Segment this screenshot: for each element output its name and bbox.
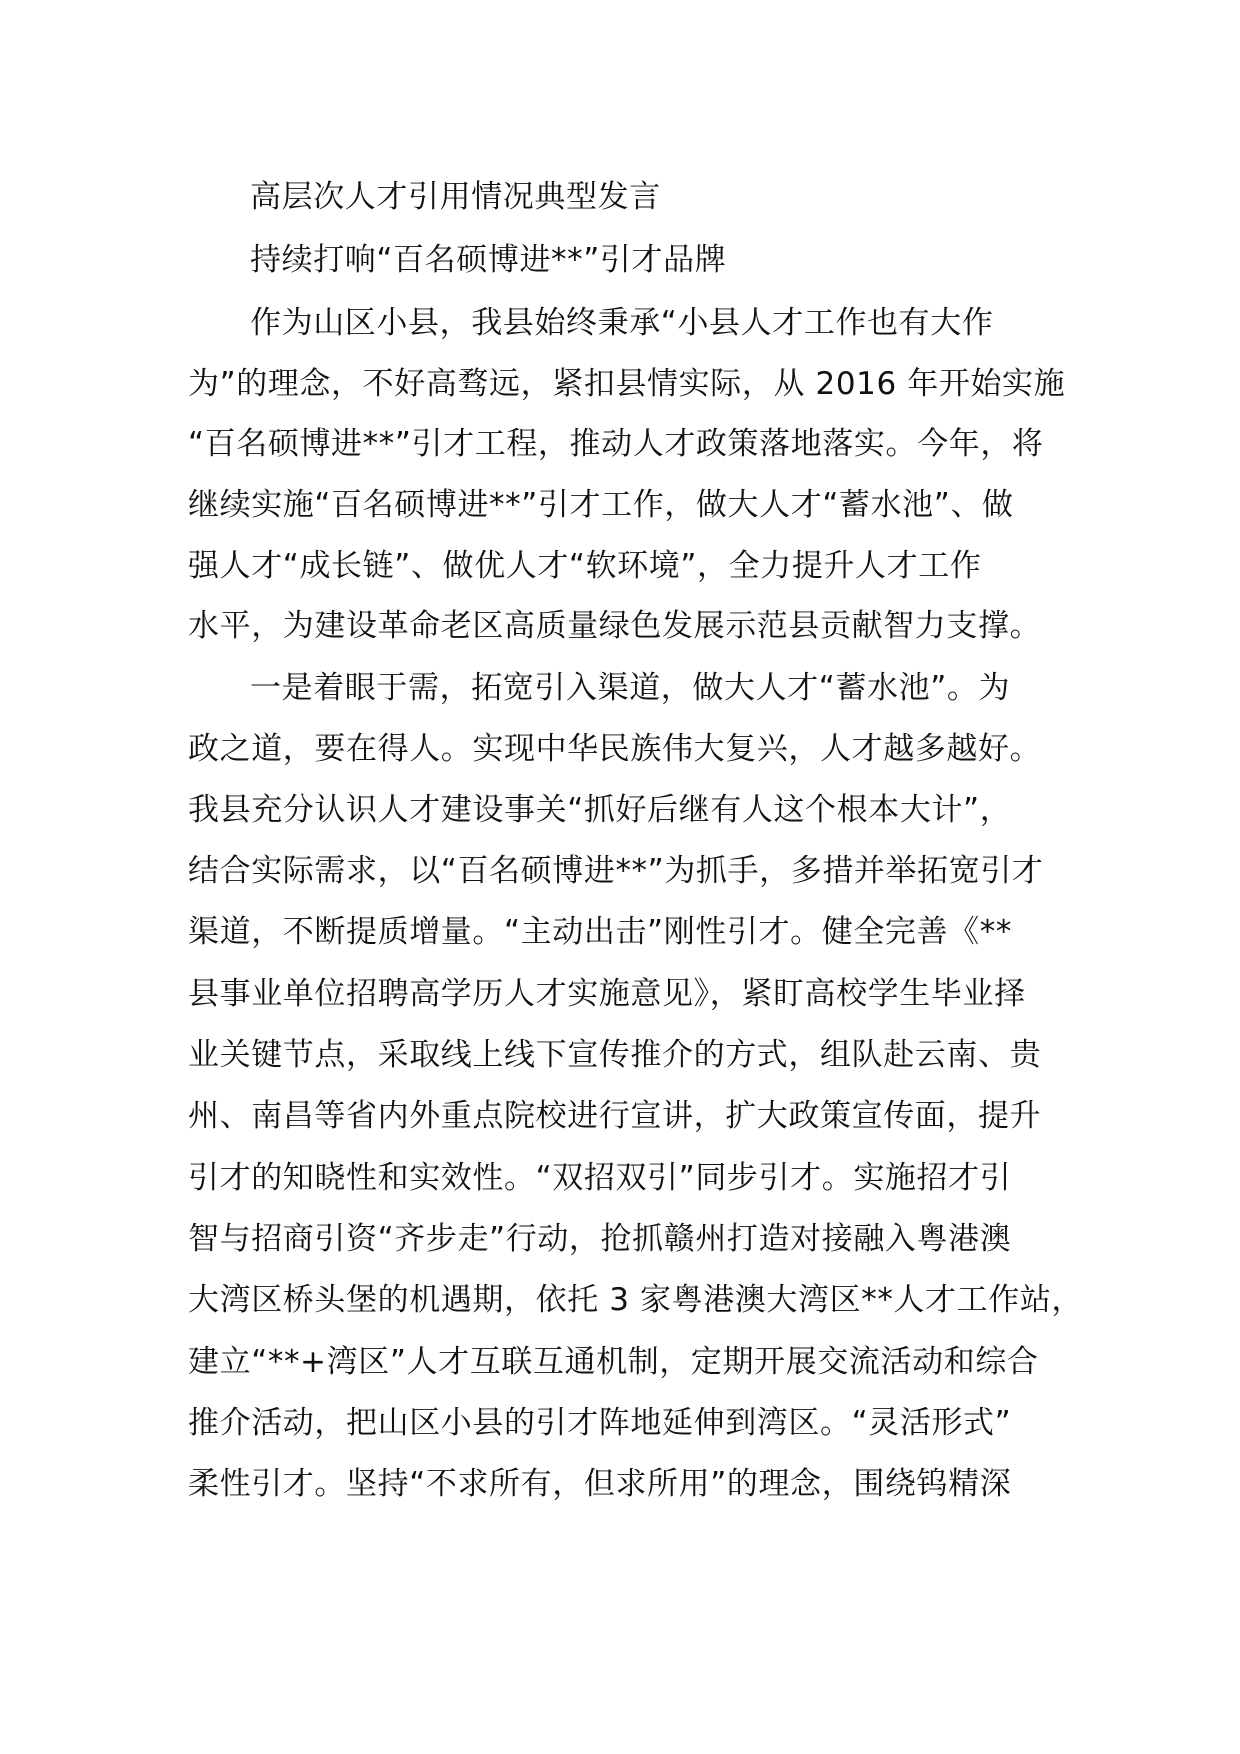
paragraph-line: 智与招商引资“齐步走”行动，抢抓赣州打造对接融入粤港澳	[188, 1221, 1012, 1257]
paragraph-line: 继续实施“百名硕博进**”引才工作，做大人才“蓄水池”、做	[188, 487, 1014, 523]
paragraph-line: 一是着眼于需，拓宽引入渠道，做大人才“蓄水池”。为	[250, 670, 1011, 706]
paragraph-line: 大湾区桥头堡的机遇期，依托 3 家粤港澳大湾区**人才工作站，	[188, 1282, 1084, 1318]
document-title: 高层次人才引用情况典型发言	[250, 179, 661, 215]
paragraph-line: 柔性引才。坚持“不求所有，但求所用”的理念，围绕钨精深	[188, 1466, 1012, 1502]
paragraph-line: 引才的知晓性和实效性。“双招双引”同步引才。实施招才引	[188, 1160, 1012, 1196]
paragraph-line: 建立“**+湾区”人才互联互通机制，定期开展交流活动和综合	[188, 1344, 1039, 1380]
paragraph-line: 为”的理念，不好高骛远，紧扣县情实际，从 2016 年开始实施	[188, 366, 1066, 402]
document-subtitle: 持续打响“百名硕博进**”引才品牌	[250, 242, 727, 278]
paragraph-line: 政之道，要在得人。实现中华民族伟大复兴，人才越多越好。	[188, 731, 1042, 767]
paragraph-line: 业关键节点，采取线上线下宣传推介的方式，组队赴云南、贵	[188, 1037, 1042, 1073]
paragraph-line: 推介活动，把山区小县的引才阵地延伸到湾区。“灵活形式”	[188, 1405, 1012, 1441]
paragraph-line: “百名硕博进**”引才工程，推动人才政策落地落实。今年，将	[188, 426, 1044, 462]
paragraph-line: 水平，为建设革命老区高质量绿色发展示范县贡献智力支撑。	[188, 608, 1042, 644]
paragraph-line: 作为山区小县，我县始终秉承“小县人才工作也有大作	[250, 305, 994, 341]
paragraph-line: 结合实际需求，以“百名硕博进**”为抓手，多措并举拓宽引才	[188, 853, 1044, 889]
paragraph-line: 县事业单位招聘高学历人才实施意见》，紧盯高校学生毕业择	[188, 976, 1026, 1012]
paragraph-line: 我县充分认识人才建设事关“抓好后继有人这个根本大计”，	[188, 792, 1012, 828]
paragraph-line: 强人才“成长链”、做优人才“软环境”，全力提升人才工作	[188, 548, 982, 584]
paragraph-line: 渠道，不断提质增量。“主动出击”刚性引才。健全完善《**	[188, 914, 1012, 950]
paragraph-line: 州、南昌等省内外重点院校进行宣讲，扩大政策宣传面，提升	[188, 1098, 1042, 1134]
